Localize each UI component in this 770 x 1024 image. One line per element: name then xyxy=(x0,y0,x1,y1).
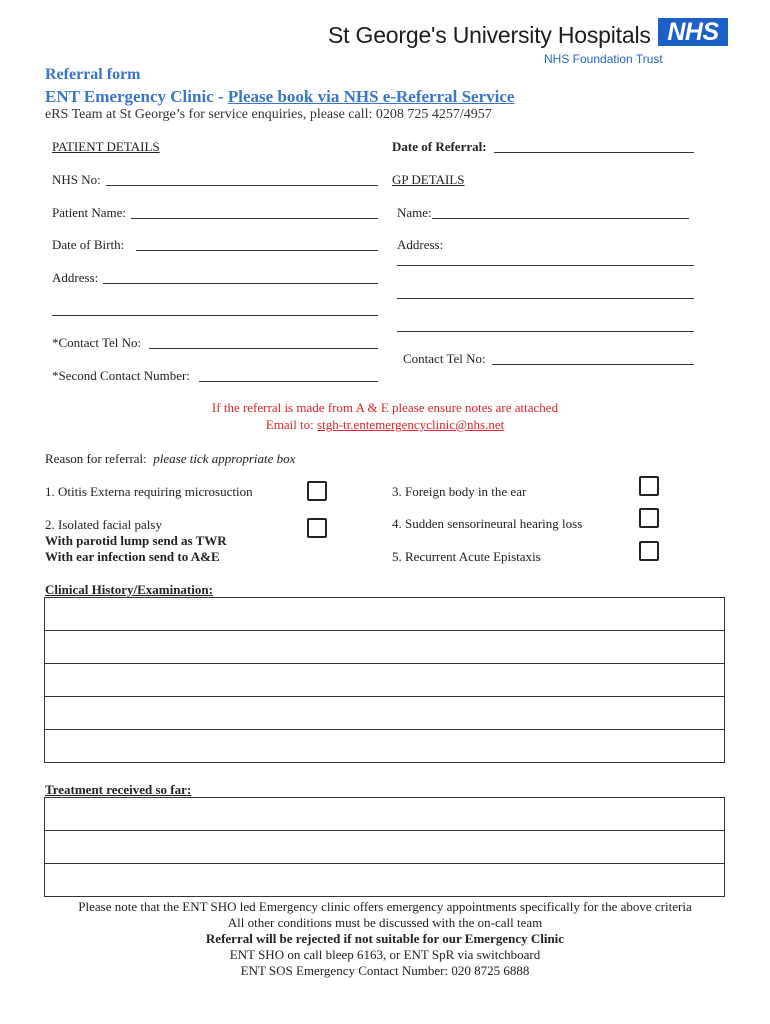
clinic-prefix: ENT Emergency Clinic - xyxy=(45,87,228,106)
treatment-row[interactable] xyxy=(45,864,724,896)
footer-rejection-note: Referral will be rejected if not suitable for our Emergency Clinic xyxy=(205,931,565,946)
patient-name-label: Patient Name: xyxy=(52,205,127,220)
treatment-row[interactable] xyxy=(45,798,724,831)
email-prefix: Email to: xyxy=(265,417,318,432)
trust-name: St George's University Hospitals xyxy=(328,22,651,48)
patient-address-label: Address: xyxy=(52,270,99,285)
gp-address-field-3[interactable] xyxy=(397,331,694,332)
gp-address-label: Address: xyxy=(397,237,444,252)
second-contact-field[interactable] xyxy=(199,381,378,382)
patient-address-field-2[interactable] xyxy=(52,315,378,316)
clinical-history-box[interactable] xyxy=(44,597,725,763)
patient-details-heading: PATIENT DETAILS xyxy=(52,139,160,154)
gp-name-label: Name: xyxy=(397,205,432,220)
ae-notes-notice: If the referral is made from A & E please ensure notes are attached xyxy=(211,400,559,415)
gp-address-field-1[interactable] xyxy=(397,265,694,266)
treatment-box[interactable] xyxy=(44,797,725,897)
gp-details-heading: GP DETAILS xyxy=(392,172,465,187)
clinical-history-row[interactable] xyxy=(45,664,724,697)
footer-sos-contact: ENT SOS Emergency Contact Number: 020 8725 6888 xyxy=(240,963,530,978)
dob-label: Date of Birth: xyxy=(52,237,125,252)
reason-item-4: 4. Sudden sensorineural hearing loss xyxy=(392,516,583,531)
patient-address-field-1[interactable] xyxy=(103,283,378,284)
gp-contact-field[interactable] xyxy=(492,364,694,365)
reason-label-line xyxy=(45,451,295,467)
date-of-referral-label: Date of Referral: xyxy=(392,139,487,154)
clinical-history-heading: Clinical History/Examination: xyxy=(45,582,213,597)
dob-field[interactable] xyxy=(136,250,378,251)
nhs-logo: NHS xyxy=(658,18,728,46)
patient-name-field[interactable] xyxy=(131,218,378,219)
clinical-history-row[interactable] xyxy=(45,598,724,631)
footer-bleep-note: ENT SHO on call bleep 6163, or ENT SpR via switchboard xyxy=(229,947,541,962)
nhs-no-field[interactable] xyxy=(106,185,378,186)
date-of-referral-field[interactable] xyxy=(494,152,694,153)
trust-subtitle: NHS Foundation Trust xyxy=(544,52,663,66)
palsy-note-parotid: With parotid lump send as TWR xyxy=(45,533,227,548)
checkbox-facial-palsy[interactable] xyxy=(307,518,327,538)
second-contact-label: *Second Contact Number: xyxy=(52,368,190,383)
reason-item-2: 2. Isolated facial palsy xyxy=(45,517,162,532)
ers-booking-link[interactable]: Please book via NHS e-Referral Service xyxy=(227,87,515,106)
gp-name-field[interactable] xyxy=(432,218,689,219)
footer-oncall-note: All other conditions must be discussed with the on-call team xyxy=(227,915,543,930)
checkbox-foreign-body[interactable] xyxy=(639,476,659,496)
footer-criteria-note: Please note that the ENT SHO led Emergency clinic offers emergency appointments specifically for the above criteria xyxy=(78,899,692,914)
contact-tel-field[interactable] xyxy=(149,348,378,349)
reason-item-1: 1. Otitis Externa requiring microsuction xyxy=(45,484,253,499)
reason-hint: please tick appropriate box xyxy=(153,451,296,466)
reason-label: Reason for referral: xyxy=(45,451,147,466)
reason-item-3: 3. Foreign body in the ear xyxy=(392,484,527,499)
gp-address-field-2[interactable] xyxy=(397,298,694,299)
clinic-email-link[interactable]: stgh-tr.entemergencyclinic@nhs.net xyxy=(317,417,505,432)
treatment-heading: Treatment received so far: xyxy=(45,782,192,797)
ers-contact-line: eRS Team at St George’s for service enquiries, please call: 0208 725 4257/4957 xyxy=(45,107,492,122)
clinical-history-row[interactable] xyxy=(45,631,724,664)
clinical-history-row[interactable] xyxy=(45,697,724,730)
checkbox-hearing-loss[interactable] xyxy=(639,508,659,528)
treatment-row[interactable] xyxy=(45,831,724,864)
contact-tel-label: *Contact Tel No: xyxy=(52,335,142,350)
clinic-title xyxy=(45,87,514,107)
clinical-history-row[interactable] xyxy=(45,730,724,762)
checkbox-epistaxis[interactable] xyxy=(639,541,659,561)
gp-contact-label: Contact Tel No: xyxy=(403,351,486,366)
reason-item-5: 5. Recurrent Acute Epistaxis xyxy=(392,549,541,564)
palsy-note-ear-infection: With ear infection send to A&E xyxy=(45,549,220,564)
email-line xyxy=(0,417,770,433)
checkbox-otitis-externa[interactable] xyxy=(307,481,327,501)
nhs-no-label: NHS No: xyxy=(52,172,101,187)
form-title: Referral form xyxy=(45,66,141,83)
